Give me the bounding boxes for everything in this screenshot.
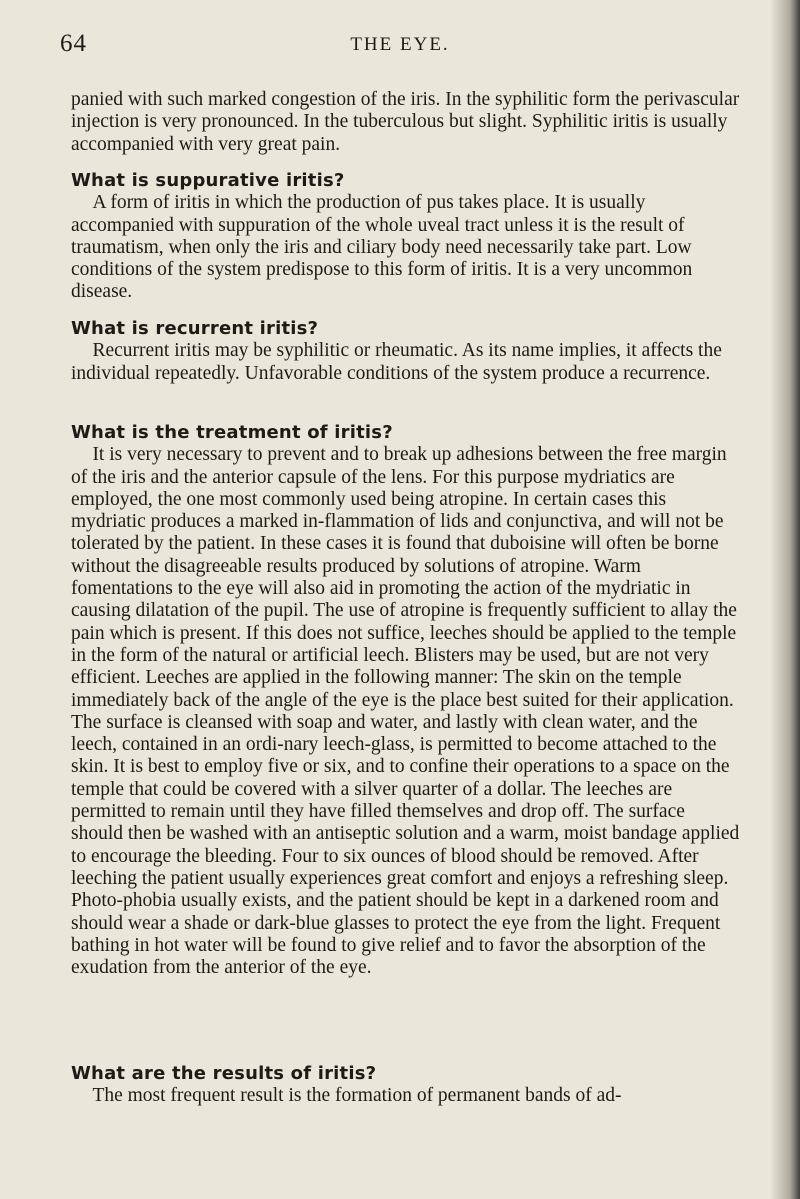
qa-results-of-iritis — [71, 1063, 741, 1108]
question-heading: What is the treatment of iritis? — [71, 422, 393, 443]
answer-paragraph: A form of iritis in which the production of pus takes place. It is usually accompanied with suppuration of the whole uveal tract unless it is the result of traumatism, when only the iris and ciliary body need necessarily take part. Low conditions of the system predispose to this form of iritis. It is a very uncommon disease. — [71, 192, 693, 303]
qa-treatment-of-iritis — [71, 422, 741, 979]
answer-paragraph: Recurrent iritis may be syphilitic or rheumatic. As its name implies, it affects the individual repeatedly. Unfavorable conditions of the system produce a recurrence. — [71, 340, 722, 384]
qa-recurrent-iritis — [71, 318, 741, 385]
continued-paragraph — [71, 89, 741, 156]
body-paragraph: panied with such marked congestion of the iris. In the syphilitic form the perivascular injection is very pronounced. In the tuberculous but slight. Syphilitic iritis is usually accompanied with very great pain. — [71, 89, 740, 155]
running-head-title: THE EYE. — [350, 34, 450, 55]
answer-paragraph: It is very necessary to prevent and to break up adhesions between the free margin of the iris and the anterior capsule of the lens. For this purpose mydriatics are employed, the one most commonly used being atropine. In certain cases this mydriatic produces a marked in-flammation of lids and conjunctiva, and will not be tolerated by the patient. In these cases it is found that duboisine will often be borne without the disagreeable results produced by solutions of atropine. Warm fomentations to the eye will also aid in promoting the action of the mydriatic in causing dilatation of the pupil. The use of atropine is frequently sufficient to allay the pain which is present. If this does not suffice, leeches should be applied to the temple in the form of the natural or artificial leech. Blisters may be used, but are not very efficient. Leeches are applied in the following manner: The skin on the temple immediately back of the angle of the eye is the place best suited for their application. The surface is cleansed with soap and water, and lastly with clean water, and the leech, contained in an ordi-nary leech-glass, is permitted to become attached to the skin. It is best to employ five or six, and to confine their operations to a space on the temple that could be covered with a silver quarter of a dollar. The leeches are permitted to remain until they have filled themselves and drop off. The surface should then be washed with an antiseptic solution and a warm, moist bandage applied to encourage the bleeding. Four to six ounces of blood should be removed. After leeching the patient usually experiences great comfort and enjoys a refreshing sleep. Photo-phobia usually exists, and the patient should be kept in a darkened room and should wear a shade or dark-blue glasses to protect the eye from the light. Frequent bathing in hot water will be found to give relief and to favor the absorption of the exudation from the anterior of the eye. — [71, 444, 740, 979]
qa-suppurative-iritis — [71, 170, 741, 304]
running-head — [60, 30, 740, 62]
question-heading: What is recurrent iritis? — [71, 318, 319, 339]
question-heading: What is suppurative iritis? — [71, 170, 345, 191]
answer-paragraph: The most frequent result is the formation of permanent bands of ad- — [92, 1085, 622, 1107]
page-number: 64 — [60, 30, 87, 57]
question-heading: What are the results of iritis? — [71, 1063, 377, 1084]
